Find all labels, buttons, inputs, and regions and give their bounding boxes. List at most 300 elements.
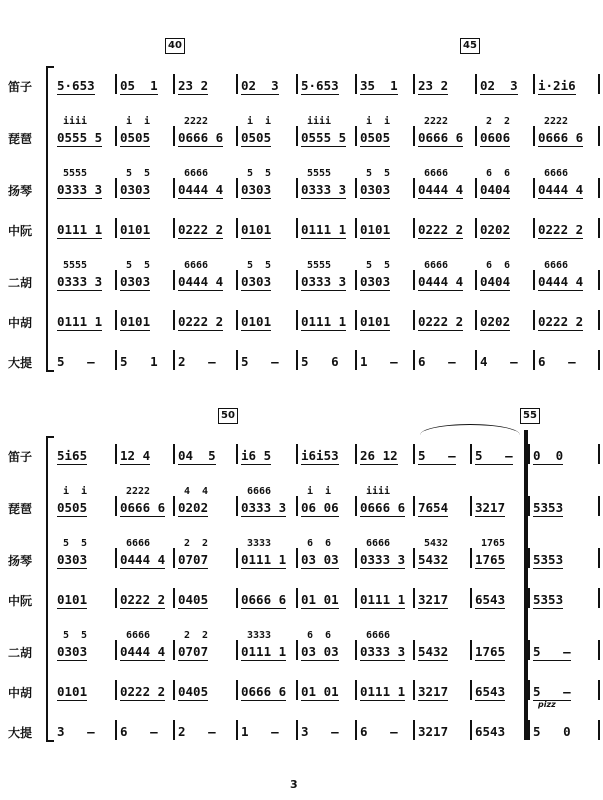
beam-line <box>360 198 390 199</box>
bar-line <box>296 680 298 700</box>
measure-notes: 2 – <box>178 724 216 739</box>
instrument-label: 中胡 <box>8 686 33 700</box>
measure-notes: 0505 <box>57 500 88 515</box>
measure-notes: 0101 <box>360 222 391 237</box>
upper-voice-notes: 5555 <box>307 260 332 271</box>
beam-line <box>538 238 583 239</box>
bar-line <box>355 270 357 290</box>
measure-notes: 6 – <box>360 724 398 739</box>
bar-line <box>115 218 117 238</box>
bar-line <box>115 588 117 608</box>
bar-line <box>355 350 357 370</box>
beam-line <box>301 700 339 701</box>
measure-notes: 5 – <box>533 644 571 659</box>
measure-notes: 6543 <box>475 592 506 607</box>
beam-line <box>120 464 150 465</box>
measure-notes: 0222 2 <box>178 314 224 329</box>
system-bracket <box>46 66 54 372</box>
bar-line <box>296 74 298 94</box>
measure-notes: 6 – <box>120 724 158 739</box>
measure-notes: 0202 <box>480 314 511 329</box>
measure-notes: 5·653 <box>301 78 339 93</box>
measure-notes: 01 01 <box>301 592 339 607</box>
measure-notes: 0666 6 <box>360 500 406 515</box>
measure-notes: 0111 1 <box>301 222 347 237</box>
beam-line <box>533 568 563 569</box>
beam-line <box>178 146 223 147</box>
beam-line <box>538 330 583 331</box>
bar-line <box>115 178 117 198</box>
measure-notes: 0444 4 <box>538 182 584 197</box>
bar-line <box>296 350 298 370</box>
beam-line <box>57 464 87 465</box>
measure-notes: 4 – <box>480 354 518 369</box>
upper-voice-notes: 2 2 <box>486 116 511 127</box>
bar-line <box>296 548 298 568</box>
beam-line <box>360 330 390 331</box>
bar-line <box>355 126 357 146</box>
measure-notes: 03 03 <box>301 552 339 567</box>
measure-notes: 0111 1 <box>57 314 103 329</box>
beam-line <box>241 660 286 661</box>
upper-voice-notes: 6666 <box>247 486 272 497</box>
beam-line <box>418 290 463 291</box>
bar-line <box>236 588 238 608</box>
bar-line <box>470 588 472 608</box>
bar-line <box>115 126 117 146</box>
measure-notes: 1 – <box>241 724 279 739</box>
beam-line <box>301 464 339 465</box>
measure-notes: 0101 <box>57 684 88 699</box>
bar-line <box>236 720 238 740</box>
upper-voice-notes: 5 5 <box>63 630 88 641</box>
measure-notes: 0101 <box>57 592 88 607</box>
bar-line <box>413 270 415 290</box>
beam-line <box>475 568 505 569</box>
bar-line <box>598 588 600 608</box>
beam-line <box>538 198 583 199</box>
bar-line <box>173 720 175 740</box>
bar-line <box>173 444 175 464</box>
measure-notes: 0101 <box>360 314 391 329</box>
bar-line <box>413 310 415 330</box>
beam-line <box>178 568 208 569</box>
beam-line <box>418 516 448 517</box>
upper-voice-notes: 2 2 <box>184 538 209 549</box>
beam-line <box>360 568 405 569</box>
upper-voice-notes: 2222 <box>184 116 209 127</box>
instrument-label: 笛子 <box>8 450 33 464</box>
upper-voice-notes: 5 5 <box>366 260 391 271</box>
bar-line <box>355 218 357 238</box>
upper-voice-notes: 2 2 <box>184 630 209 641</box>
measure-notes: 6543 <box>475 724 506 739</box>
upper-voice-notes: 6666 <box>424 168 449 179</box>
measure-notes: 0303 <box>360 182 391 197</box>
measure-notes: 0333 3 <box>360 644 406 659</box>
rehearsal-mark: 50 <box>218 408 238 424</box>
bar-line <box>296 496 298 516</box>
measure-notes: 5 1 <box>120 354 158 369</box>
upper-voice-notes: iiii <box>307 116 332 127</box>
beam-line <box>241 94 279 95</box>
beam-line <box>475 608 505 609</box>
instrument-label: 琵琶 <box>8 132 33 146</box>
rehearsal-mark: 55 <box>520 408 540 424</box>
beam-line <box>178 238 223 239</box>
bar-line <box>413 178 415 198</box>
beam-line <box>538 146 583 147</box>
measure-notes: 3 – <box>57 724 95 739</box>
measure-notes: 0222 2 <box>178 222 224 237</box>
measure-notes: 0303 <box>241 274 272 289</box>
bar-line <box>296 310 298 330</box>
bar-line <box>173 178 175 198</box>
measure-notes: 0666 6 <box>538 130 584 145</box>
bar-line <box>475 126 477 146</box>
beam-line <box>418 660 448 661</box>
bar-line <box>236 444 238 464</box>
upper-voice-notes: 6 6 <box>486 168 511 179</box>
bar-line <box>236 74 238 94</box>
bar-line <box>528 444 530 464</box>
measure-notes: 0222 2 <box>418 222 464 237</box>
beam-line <box>178 290 223 291</box>
beam-line <box>533 516 563 517</box>
bar-line <box>173 126 175 146</box>
beam-line <box>178 660 208 661</box>
beam-line <box>360 238 390 239</box>
measure-notes: 06 06 <box>301 500 339 515</box>
upper-voice-notes: 2222 <box>544 116 569 127</box>
beam-line <box>57 94 95 95</box>
upper-voice-notes: 6666 <box>544 168 569 179</box>
upper-voice-notes: i i <box>366 116 391 127</box>
measure-notes: 0101 <box>241 314 272 329</box>
bar-line <box>355 680 357 700</box>
beam-line <box>475 700 505 701</box>
bar-line <box>173 548 175 568</box>
upper-voice-notes: 5555 <box>307 168 332 179</box>
upper-voice-notes: 6666 <box>366 538 391 549</box>
bar-line <box>236 496 238 516</box>
tie-arc <box>420 424 520 435</box>
measure-notes: 0101 <box>120 314 151 329</box>
beam-line <box>241 464 271 465</box>
bar-line <box>528 548 530 568</box>
bar-line <box>470 496 472 516</box>
bar-line <box>598 218 600 238</box>
measure-notes: 0111 1 <box>241 552 287 567</box>
measure-notes: 5353 <box>533 500 564 515</box>
bar-line <box>115 640 117 660</box>
upper-voice-notes: 5432 <box>424 538 449 549</box>
measure-notes: 0303 <box>120 274 151 289</box>
upper-voice-notes: 5 5 <box>63 538 88 549</box>
measure-notes: 0333 3 <box>301 182 347 197</box>
measure-notes: 0444 4 <box>120 552 166 567</box>
bar-line <box>598 496 600 516</box>
measure-notes: 0404 <box>480 274 511 289</box>
bar-line <box>533 178 535 198</box>
bar-line <box>598 74 600 94</box>
measure-notes: 02 3 <box>480 78 518 93</box>
measure-notes: 23 2 <box>418 78 449 93</box>
bar-line <box>528 680 530 700</box>
measure-notes: 3217 <box>418 684 449 699</box>
beam-line <box>120 568 165 569</box>
beam-line <box>418 146 463 147</box>
beam-line <box>475 660 505 661</box>
beam-line <box>241 198 271 199</box>
bar-line <box>475 310 477 330</box>
bar-line <box>413 350 415 370</box>
beam-line <box>418 464 456 465</box>
measure-notes: 04 5 <box>178 448 216 463</box>
instrument-label: 中阮 <box>8 224 33 238</box>
bar-line <box>236 350 238 370</box>
bar-line <box>236 126 238 146</box>
bar-line <box>413 588 415 608</box>
beam-line <box>120 516 165 517</box>
bar-line <box>598 178 600 198</box>
upper-voice-notes: 6666 <box>184 260 209 271</box>
beam-line <box>533 608 563 609</box>
beam-line <box>120 146 150 147</box>
measure-notes: 0333 3 <box>241 500 287 515</box>
measure-notes: 0666 6 <box>418 130 464 145</box>
measure-notes: 6 – <box>418 354 456 369</box>
measure-notes: 0222 2 <box>418 314 464 329</box>
instrument-label: 大提 <box>8 356 33 370</box>
beam-line <box>178 700 208 701</box>
beam-line <box>480 198 510 199</box>
measure-notes: 0405 <box>178 592 209 607</box>
beam-line <box>480 94 518 95</box>
measure-notes: 5432 <box>418 644 449 659</box>
measure-notes: 7654 <box>418 500 449 515</box>
bar-line <box>296 218 298 238</box>
beam-line <box>241 608 286 609</box>
bar-line <box>470 548 472 568</box>
upper-voice-notes: 6 6 <box>307 538 332 549</box>
measure-notes: 0404 <box>480 182 511 197</box>
upper-voice-notes: 6 6 <box>486 260 511 271</box>
beam-line <box>120 238 150 239</box>
bar-line <box>355 640 357 660</box>
upper-voice-notes: 3333 <box>247 630 272 641</box>
beam-line <box>360 464 398 465</box>
bar-line <box>355 720 357 740</box>
upper-voice-notes: 5 5 <box>126 168 151 179</box>
beam-line <box>538 290 583 291</box>
beam-line <box>178 516 208 517</box>
bar-line <box>470 640 472 660</box>
upper-voice-notes: 4 4 <box>184 486 209 497</box>
measure-notes: 0333 3 <box>301 274 347 289</box>
beam-line <box>178 464 216 465</box>
bar-line <box>533 270 535 290</box>
measure-notes: 6 – <box>538 354 576 369</box>
measure-notes: 0303 <box>120 182 151 197</box>
beam-line <box>57 700 87 701</box>
upper-voice-notes: 5555 <box>63 260 88 271</box>
bar-line <box>173 640 175 660</box>
instrument-label: 扬琴 <box>8 184 33 198</box>
bar-line <box>528 640 530 660</box>
bar-line <box>355 548 357 568</box>
measure-notes: 35 1 <box>360 78 398 93</box>
measure-notes: 0444 4 <box>538 274 584 289</box>
beam-line <box>57 330 102 331</box>
bar-line <box>236 680 238 700</box>
beam-line <box>241 290 271 291</box>
measure-notes: 0444 4 <box>120 644 166 659</box>
upper-voice-notes: 5 5 <box>247 260 272 271</box>
measure-notes: 0 0 <box>533 448 564 463</box>
bar-line <box>173 680 175 700</box>
measure-notes: 5 – <box>418 448 456 463</box>
measure-notes: 03 03 <box>301 644 339 659</box>
bar-line <box>355 444 357 464</box>
bar-line <box>598 640 600 660</box>
measure-notes: 0111 1 <box>57 222 103 237</box>
measure-notes: i·2i6 <box>538 78 576 93</box>
upper-voice-notes: 2222 <box>424 116 449 127</box>
upper-voice-notes: 6666 <box>126 630 151 641</box>
double-bar-line <box>524 430 528 740</box>
measure-notes: 5 – <box>475 448 513 463</box>
beam-line <box>57 238 102 239</box>
measure-notes: 1 – <box>360 354 398 369</box>
upper-voice-notes: 6666 <box>366 630 391 641</box>
upper-voice-notes: i i <box>307 486 332 497</box>
measure-notes: 0606 <box>480 130 511 145</box>
bar-line <box>296 126 298 146</box>
bar-line <box>355 496 357 516</box>
bar-line <box>236 640 238 660</box>
bar-line <box>115 310 117 330</box>
measure-notes: 5432 <box>418 552 449 567</box>
measure-notes: 0555 5 <box>301 130 347 145</box>
measure-notes: 0333 3 <box>57 274 103 289</box>
upper-voice-notes: 3333 <box>247 538 272 549</box>
measure-notes: 0222 2 <box>538 314 584 329</box>
beam-line <box>178 94 208 95</box>
measure-notes: 0444 4 <box>418 274 464 289</box>
beam-line <box>418 700 448 701</box>
bar-line <box>355 588 357 608</box>
upper-voice-notes: iiii <box>63 116 88 127</box>
measure-notes: 0666 6 <box>241 592 287 607</box>
bar-line <box>236 218 238 238</box>
beam-line <box>241 516 286 517</box>
beam-line <box>57 146 102 147</box>
bar-line <box>355 310 357 330</box>
beam-line <box>360 516 405 517</box>
upper-voice-notes: 5555 <box>63 168 88 179</box>
bar-line <box>598 126 600 146</box>
beam-line <box>57 568 87 569</box>
measure-notes: 02 3 <box>241 78 279 93</box>
measure-notes: 0505 <box>120 130 151 145</box>
measure-notes: 0666 6 <box>178 130 224 145</box>
measure-notes: 0111 1 <box>360 592 406 607</box>
bar-line <box>413 680 415 700</box>
upper-voice-notes: 2222 <box>126 486 151 497</box>
beam-line <box>301 608 339 609</box>
beam-line <box>120 330 150 331</box>
bar-line <box>598 350 600 370</box>
bar-line <box>296 640 298 660</box>
upper-voice-notes: i i <box>247 116 272 127</box>
measure-notes: 12 4 <box>120 448 151 463</box>
instrument-label: 大提 <box>8 726 33 740</box>
measure-notes: 0303 <box>241 182 272 197</box>
bar-line <box>475 270 477 290</box>
bar-line <box>533 74 535 94</box>
bar-line <box>173 588 175 608</box>
beam-line <box>418 238 463 239</box>
upper-voice-notes: 6666 <box>544 260 569 271</box>
beam-line <box>57 290 102 291</box>
bar-line <box>413 218 415 238</box>
beam-line <box>480 238 510 239</box>
bar-line <box>533 310 535 330</box>
bar-line <box>115 74 117 94</box>
bar-line <box>528 720 530 740</box>
instrument-label: 笛子 <box>8 80 33 94</box>
bar-line <box>173 218 175 238</box>
beam-line <box>178 198 223 199</box>
measure-notes: 05 1 <box>120 78 158 93</box>
beam-line <box>360 700 405 701</box>
upper-voice-notes: 5 5 <box>126 260 151 271</box>
bar-line <box>115 270 117 290</box>
upper-voice-notes: 6666 <box>126 538 151 549</box>
beam-line <box>241 568 286 569</box>
bar-line <box>413 720 415 740</box>
bar-line <box>115 548 117 568</box>
beam-line <box>120 608 165 609</box>
beam-line <box>418 568 448 569</box>
beam-line <box>57 660 87 661</box>
upper-voice-notes: 6666 <box>184 168 209 179</box>
bar-line <box>236 178 238 198</box>
measure-notes: 0444 4 <box>418 182 464 197</box>
bar-line <box>598 720 600 740</box>
instrument-label: 琵琶 <box>8 502 33 516</box>
bar-line <box>598 548 600 568</box>
measure-notes: 0444 4 <box>178 274 224 289</box>
beam-line <box>301 516 339 517</box>
rehearsal-mark: 40 <box>165 38 185 54</box>
bar-line <box>115 720 117 740</box>
bar-line <box>296 270 298 290</box>
measure-notes: 01 01 <box>301 684 339 699</box>
beam-line <box>418 94 448 95</box>
beam-line <box>301 198 346 199</box>
bar-line <box>115 496 117 516</box>
bar-line <box>413 496 415 516</box>
beam-line <box>57 608 87 609</box>
beam-line <box>57 516 87 517</box>
bar-line <box>475 178 477 198</box>
measure-notes: 0222 2 <box>538 222 584 237</box>
beam-line <box>538 94 576 95</box>
bar-line <box>533 350 535 370</box>
bar-line <box>413 444 415 464</box>
